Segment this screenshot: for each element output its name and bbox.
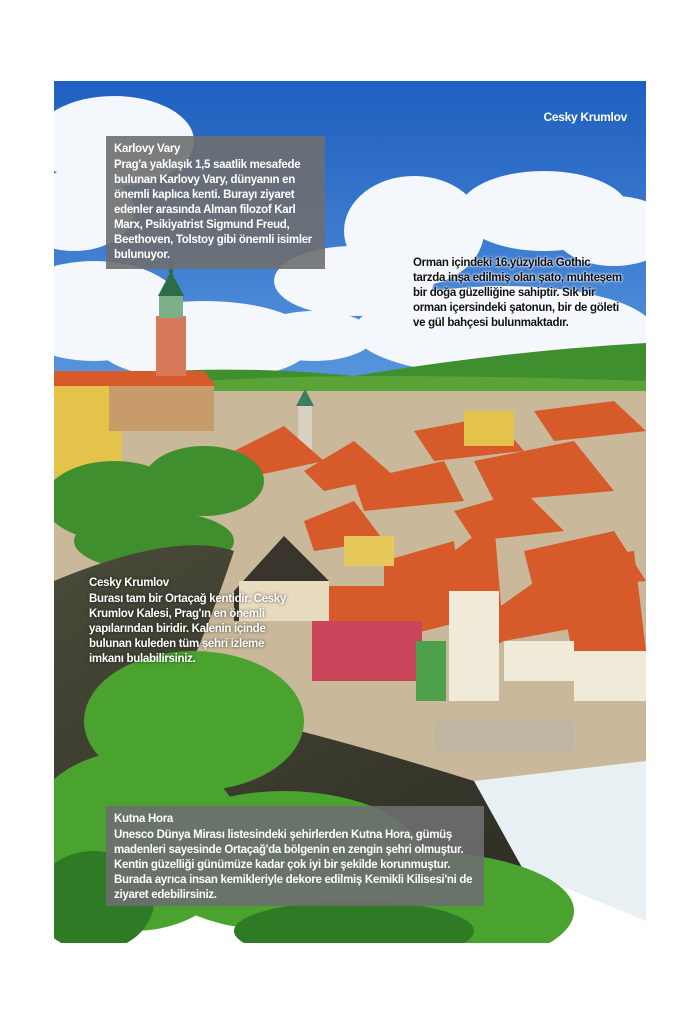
- caption-title: Karlovy Vary: [114, 143, 181, 155]
- caption-text: Unesco Dünya Mirası listesindeki şehirlerden Kutna Hora, gümüş madenleri sayesinde Ortaçağ'da bölgenin en zengin şehri olmuştur. Kentin güzelliği günümüze kadar çok iyi bir şekilde korunmuştur. Burada ayrıca insan kemikleriyle dekore edilmiş Kemikli Kilisesi'ni de ziyaret edebilirsiniz.: [114, 829, 473, 901]
- caption-text: Orman içindeki 16.yüzyılda Gothic tarzda inşa edilmiş olan şato, muhteşem bir doğa güzelliğine sahiptir. Sık bir orman içersindeki şatonun, bir de göleti ve gül bahçesi bulunmaktadır.: [413, 257, 622, 329]
- caption-text: Prag'a yaklaşık 1,5 saatlik mesafede bulunan Karlovy Vary, dünyanın en önemli kaplıca kenti. Burayı ziyaret edenler arasında Alman filozof Karl Marx, Psikiyatrist Sigmund Freud, Beethoven, Tolstoy gibi önemli isimler bulunuyor.: [114, 159, 312, 261]
- kutna-hora-caption: [106, 806, 484, 906]
- castle-caption: [413, 256, 623, 331]
- photo-label: Cesky Krumlov: [543, 110, 627, 124]
- caption-text: Burası tam bir Ortaçağ kentidir. Cesky Krumlov Kalesi, Prag'ın en önemli yapılarından biridir. Kalenin içinde bulunan kuleden tüm şehri izleme imkanı bulabilirsiniz.: [89, 593, 286, 665]
- karlovy-vary-caption: [106, 136, 325, 269]
- cesky-krumlov-caption: [89, 576, 289, 667]
- caption-title: Cesky Krumlov: [89, 577, 169, 589]
- caption-title: Kutna Hora: [114, 813, 173, 825]
